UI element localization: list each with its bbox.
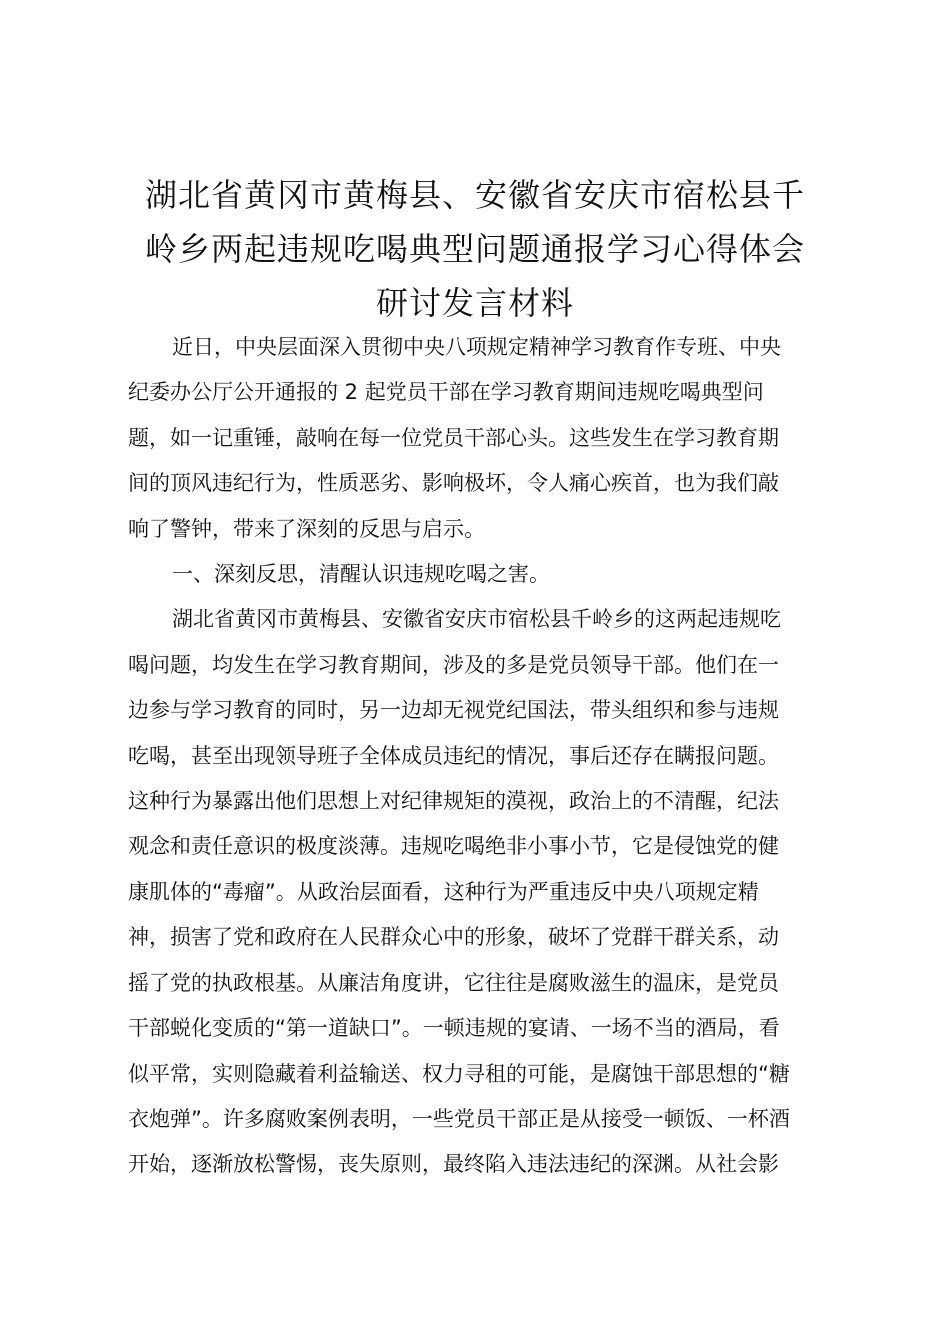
text-line: 摇了党的执政根基。从廉洁角度讲，它往往是腐败滋生的温床，是党员 [128,970,779,995]
document-body [128,325,828,1188]
title-line: 岭乡两起违规吃喝典型问题通报学习心得体会 [144,230,805,268]
text-line: 题，如一记重锤，敲响在每一位党员干部心头。这些发生在学习教育期 [128,425,779,450]
text-line: 响了警钟，带来了深刻的反思与启示。 [128,516,485,541]
title-line: 研讨发言材料 [375,284,574,322]
text-line: 衣炮弹”。许多腐败案例表明，一些党员干部正是从接受一顿饭、一杯酒 [128,1106,790,1131]
document-title [110,168,840,330]
text-line: 一、深刻反思，清醒认识违规吃喝之害。 [172,562,550,587]
text-line: 喝问题，均发生在学习教育期间，涉及的多是党员领导干部。他们在一 [128,652,779,677]
text-line: 开始，逐渐放松警惕，丧失原则，最终陷入违法违纪的深渊。从社会影 [128,1152,779,1177]
paragraph-body [128,597,828,1187]
text-line: 康肌体的“毒瘤”。从政治层面看，这种行为严重违反中央八项规定精 [128,879,759,904]
paragraph-intro [128,325,828,552]
text-line: 这种行为暴露出他们思想上对纪律规矩的漠视，政治上的不清醒，纪法 [128,789,779,814]
text-line: 干部蜕化变质的“第一道缺口”。一顿违规的宴请、一场不当的酒局，看 [128,1016,780,1041]
text-line: 边参与学习教育的同时，另一边却无视党纪国法，带头组织和参与违规 [128,698,779,723]
text-line: 近日，中央层面深入贯彻中央八项规定精神学习教育作专班、中央 [172,335,781,359]
section-heading [128,552,828,597]
text-line: 观念和责任意识的极度淡薄。违规吃喝绝非小事小节，它是侵蚀党的健 [128,834,779,859]
title-line: 湖北省黄冈市黄梅县、安徽省安庆市宿松县千 [144,176,805,214]
text-line: 神，损害了党和政府在人民群众心中的形象，破坏了党群干群关系，动 [128,925,779,950]
text-line: 间的顶风违纪行为，性质恶劣、影响极坏，令人痛心疾首，也为我们敲 [128,471,779,496]
text-line: 湖北省黄冈市黄梅县、安徽省安庆市宿松县千岭乡的这两起违规吃 [172,607,781,632]
text-line: 吃喝，甚至出现领导班子全体成员违纪的情况，事后还存在瞒报问题。 [128,743,779,768]
text-line: 纪委办公厅公开通报的 2 起党员干部在学习教育期间违规吃喝典型问 [128,380,764,405]
text-line: 似平常，实则隐藏着利益输送、权力寻租的可能，是腐蚀干部思想的“糖 [128,1061,790,1086]
